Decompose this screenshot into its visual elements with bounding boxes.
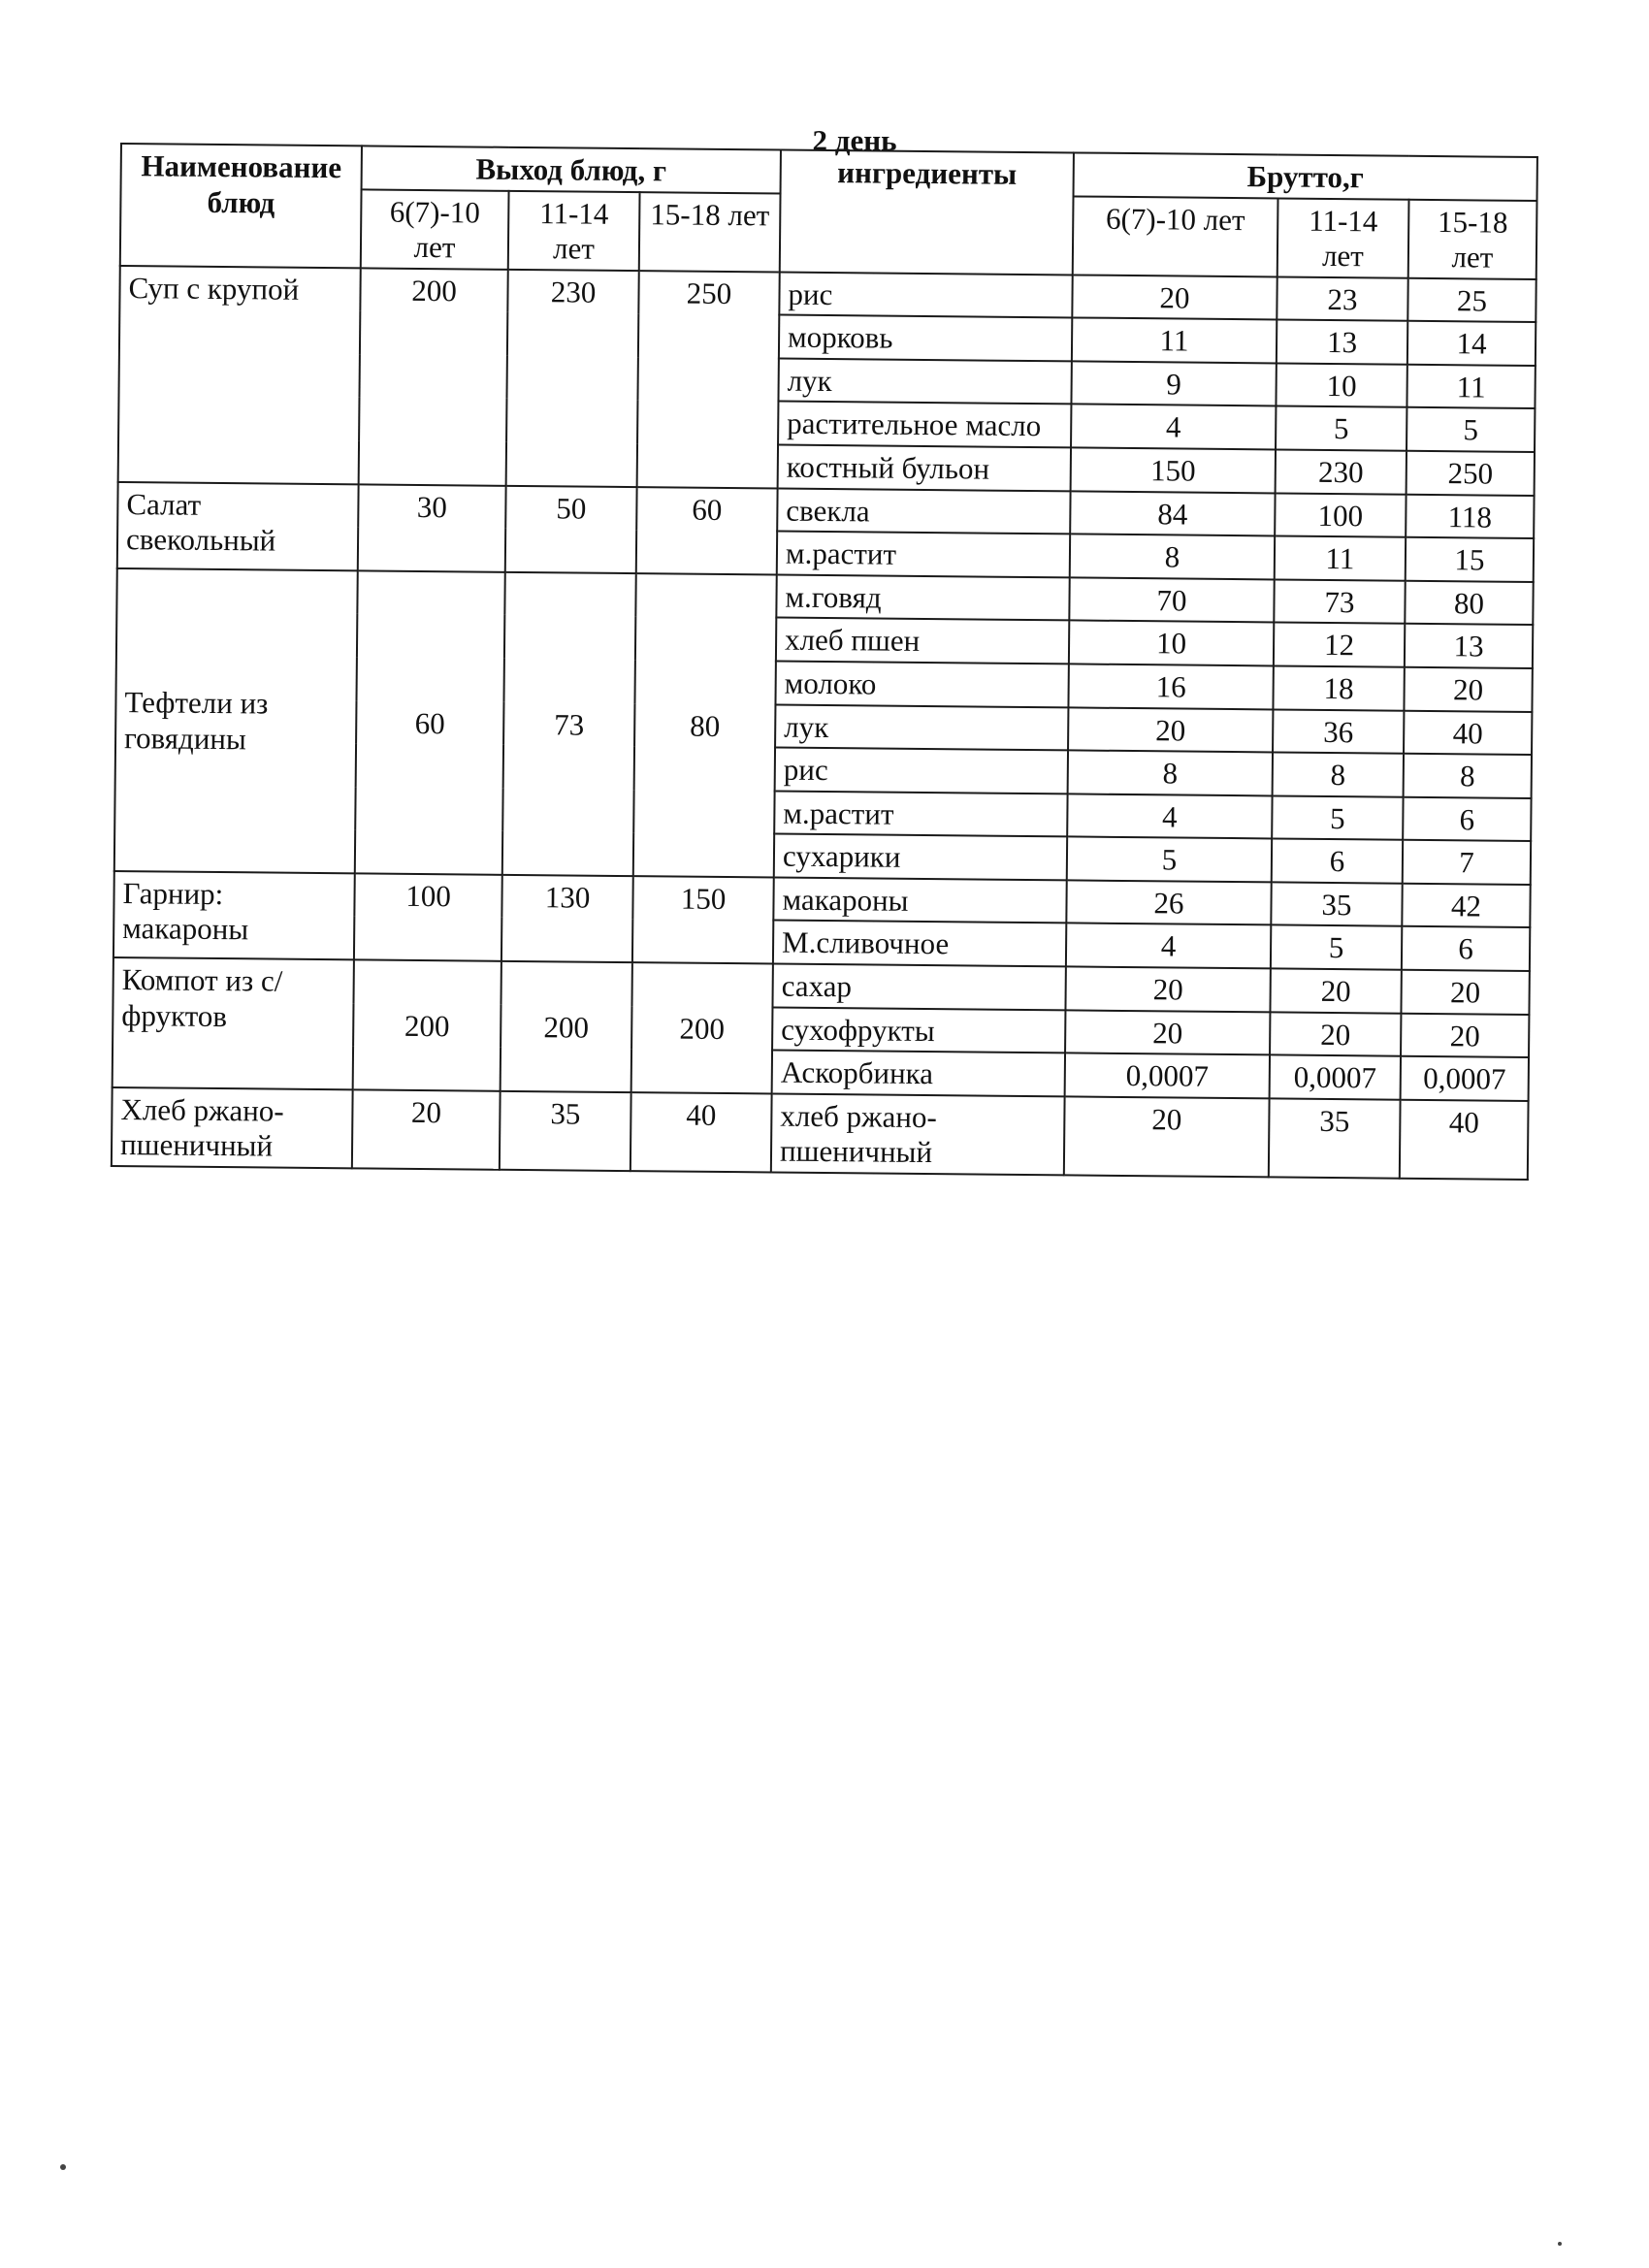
ingredient-gross: 11 [1072, 318, 1277, 364]
ingredient-gross: 20 [1064, 1096, 1270, 1177]
ingredient-gross: 40 [1400, 1099, 1529, 1179]
ingredient-name: свекла [777, 488, 1070, 534]
ingredient-gross: 11 [1275, 536, 1406, 581]
dish-yield: 35 [500, 1091, 631, 1171]
ingredient-gross: 20 [1065, 966, 1270, 1012]
menu-table [111, 143, 1538, 1181]
header-ingredients: ингредиенты [780, 150, 1074, 275]
header-gross-group: Брутто,г [1074, 152, 1537, 200]
dish-yield: 250 [637, 271, 780, 488]
ingredient-gross: 42 [1402, 884, 1530, 928]
ingredient-gross: 16 [1068, 664, 1273, 709]
ingredient-gross: 14 [1407, 321, 1536, 366]
ingredient-gross: 20 [1401, 970, 1529, 1015]
dish-yield: 100 [354, 873, 502, 961]
ingredient-gross: 7 [1403, 840, 1531, 885]
ingredient-gross: 20 [1072, 275, 1277, 320]
ingredient-gross: 5 [1276, 406, 1406, 451]
ingredient-name: сахар [772, 963, 1065, 1009]
ingredient-gross: 20 [1270, 1012, 1401, 1056]
header-yield-age-1: 6(7)-10 лет [361, 189, 509, 270]
ingredient-gross: 36 [1273, 709, 1404, 754]
dish-yield: 200 [359, 268, 508, 485]
ingredient-name: м.растит [774, 791, 1067, 836]
dish-yield: 200 [353, 959, 501, 1090]
ingredient-gross: 26 [1066, 880, 1271, 925]
ingredient-gross: 150 [1071, 447, 1276, 493]
ingredient-gross: 13 [1277, 320, 1407, 365]
ingredient-gross: 73 [1274, 579, 1405, 624]
ingredient-gross: 40 [1404, 710, 1532, 755]
ingredient-name: хлеб ржано-пшеничный [771, 1093, 1065, 1175]
scan-speck [60, 2164, 66, 2170]
dish-yield: 50 [505, 485, 637, 572]
ingredient-gross: 100 [1275, 493, 1406, 537]
ingredient-gross: 8 [1068, 751, 1273, 796]
ingredient-name: м.растит [777, 532, 1070, 577]
ingredient-gross: 5 [1271, 925, 1402, 970]
dish-name: Хлеб ржано-пшеничный [112, 1087, 353, 1169]
dish-yield: 200 [631, 962, 773, 1093]
dish-name: Гарнир: макароны [113, 871, 355, 960]
dish-yield: 30 [358, 484, 506, 572]
header-yield-group: Выход блюд, г [362, 146, 781, 193]
header-gross-age-1: 6(7)-10 лет [1073, 196, 1278, 276]
header-gross-age-3: 15-18 лет [1408, 199, 1537, 278]
ingredient-gross: 8 [1070, 535, 1275, 580]
ingredient-gross: 80 [1405, 581, 1533, 626]
ingredient-gross: 13 [1405, 624, 1533, 668]
ingredient-gross: 4 [1067, 794, 1272, 839]
ingredient-name: м.говяд [776, 574, 1069, 620]
ingredient-gross: 10 [1276, 363, 1406, 407]
ingredient-name: рис [779, 272, 1072, 317]
ingredient-gross: 6 [1272, 839, 1403, 884]
ingredient-gross: 0,0007 [1401, 1056, 1529, 1101]
ingredient-name: Аскорбинка [772, 1051, 1065, 1096]
ingredient-gross: 4 [1066, 923, 1271, 969]
header-gross-age-2: 11-14 лет [1277, 198, 1409, 277]
ingredient-name: сухарики [774, 834, 1067, 880]
ingredient-gross: 12 [1274, 623, 1405, 667]
ingredient-name: лук [775, 704, 1068, 750]
ingredient-gross: 15 [1406, 537, 1534, 582]
ingredient-gross: 4 [1071, 405, 1276, 450]
ingredient-name: М.сливочное [773, 921, 1066, 966]
ingredient-gross: 5 [1406, 407, 1535, 452]
ingredient-gross: 0,0007 [1270, 1055, 1401, 1100]
ingredient-gross: 9 [1071, 361, 1276, 406]
ingredient-gross: 230 [1276, 449, 1406, 494]
ingredient-name: лук [778, 358, 1071, 404]
ingredient-name: хлеб пшен [776, 618, 1069, 664]
dish-yield: 20 [352, 1089, 501, 1170]
ingredient-name: рис [775, 748, 1068, 794]
ingredient-gross: 6 [1403, 796, 1531, 841]
dish-name: Суп с крупой [118, 266, 361, 484]
dish-yield: 200 [501, 961, 632, 1092]
header-yield-age-3: 15-18 лет [639, 192, 781, 273]
ingredient-gross: 8 [1273, 753, 1404, 797]
ingredient-gross: 0,0007 [1065, 1053, 1270, 1099]
page-title: 2 день [812, 123, 897, 157]
ingredient-gross: 20 [1401, 1013, 1529, 1057]
ingredient-gross: 5 [1067, 837, 1272, 883]
ingredient-gross: 118 [1406, 494, 1534, 538]
scan-speck [1558, 2242, 1562, 2246]
dish-yield: 130 [501, 875, 633, 962]
dish-name: Компот из с/фруктов [113, 957, 354, 1089]
table-row [112, 1087, 1529, 1180]
ingredient-name: макароны [773, 877, 1066, 923]
ingredient-gross: 20 [1068, 707, 1273, 753]
dish-yield: 60 [636, 487, 778, 575]
ingredient-gross: 8 [1404, 754, 1532, 798]
ingredient-gross: 10 [1069, 621, 1274, 666]
ingredient-gross: 250 [1406, 451, 1535, 496]
dish-name: Тефтели из говядины [114, 568, 358, 873]
ingredient-name: сухофрукты [772, 1007, 1065, 1053]
dish-yield: 73 [502, 572, 636, 876]
ingredient-name: растительное масло [778, 402, 1071, 447]
ingredient-gross: 35 [1269, 1098, 1401, 1178]
ingredient-name: молоко [775, 661, 1068, 706]
dish-name: Салат свекольный [117, 482, 359, 571]
ingredient-gross: 25 [1407, 277, 1536, 322]
ingredient-gross: 20 [1270, 968, 1401, 1013]
dish-yield: 60 [355, 570, 505, 874]
ingredient-gross: 23 [1277, 276, 1407, 321]
ingredient-gross: 84 [1070, 491, 1275, 536]
dish-yield: 230 [506, 270, 639, 487]
ingredient-gross: 5 [1272, 795, 1403, 840]
header-yield-age-2: 11-14 лет [508, 190, 640, 270]
dish-yield: 40 [630, 1092, 772, 1173]
ingredient-gross: 20 [1065, 1010, 1270, 1055]
ingredient-gross: 6 [1402, 926, 1530, 971]
ingredient-gross: 70 [1069, 577, 1274, 623]
ingredient-gross: 35 [1271, 882, 1402, 926]
header-dish-name: Наименование блюд [120, 144, 362, 268]
ingredient-name: морковь [779, 315, 1072, 361]
dish-yield: 80 [633, 573, 777, 877]
ingredient-gross: 18 [1273, 665, 1404, 710]
ingredient-name: костный бульон [778, 445, 1071, 491]
ingredient-gross: 11 [1406, 365, 1535, 409]
ingredient-gross: 20 [1404, 667, 1532, 712]
dish-yield: 150 [632, 876, 774, 964]
